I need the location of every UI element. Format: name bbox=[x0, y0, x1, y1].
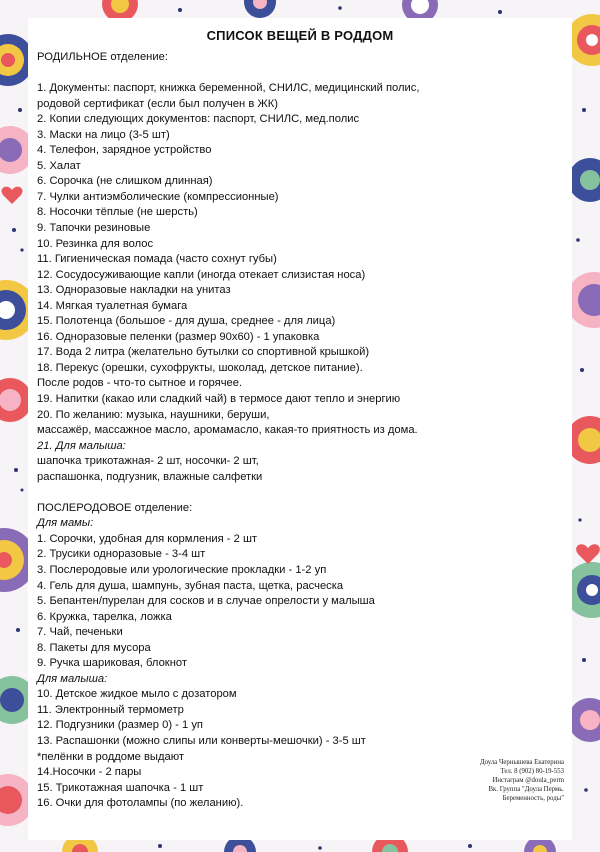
list-item: 11. Гигиеническая помада (часто сохнут губы) bbox=[37, 253, 277, 266]
contact-phone: Тел. 8 (902) 80-19-553 bbox=[500, 768, 564, 775]
list-item: 16. Одноразовые пеленки (размер 90х60) - 1 упаковка bbox=[37, 330, 320, 343]
page-title: СПИСОК ВЕЩЕЙ В РОДДОМ bbox=[206, 28, 394, 43]
section-heading-maternity: РОДИЛЬНОЕ отделение: bbox=[37, 51, 168, 63]
list-item: 2. Трусики одноразовые - 3-4 шт bbox=[37, 548, 206, 561]
list-item: 7. Чай, печеньки bbox=[37, 626, 123, 639]
list-item: 18. Перекус (орешки, сухофрукты, шоколад, детское питание). bbox=[37, 361, 363, 374]
list-item: 15. Полотенца (большое - для душа, среднее - для лица) bbox=[37, 315, 336, 328]
contact-name: Доула Чернышева Екатерина bbox=[480, 759, 564, 766]
list-item: родовой сертификат (если был получен в ЖК) bbox=[37, 97, 278, 110]
list-item: 19. Напитки (какао или сладкий чай) в термосе дают тепло и энергию bbox=[37, 392, 401, 405]
flower-decoration bbox=[244, 0, 276, 18]
list-item: 14. Мягкая туалетная бумага bbox=[37, 299, 188, 312]
list-item: 7. Чулки антиэмболические (компрессионные) bbox=[37, 190, 279, 203]
list-item: 14.Носочки - 2 пары bbox=[37, 766, 142, 779]
list-item: распашонка, подгузник, влажные салфетки bbox=[37, 470, 263, 483]
list-item: 2. Копии следующих документов: паспорт, СНИЛС, мед.полис bbox=[37, 113, 360, 126]
contact-instagram: Инстаграм @doula_perm bbox=[492, 777, 564, 784]
contact-info bbox=[480, 758, 564, 803]
list-item: 16. Очки для фотолампы (по желанию). bbox=[37, 797, 244, 810]
subheading-baby-maternity: 21. Для малыша: bbox=[37, 439, 126, 452]
list-item: 9. Ручка шариковая, блокнот bbox=[37, 657, 187, 670]
heart-decoration bbox=[2, 187, 23, 204]
list-item: *пелёнки в роддоме выдают bbox=[37, 750, 184, 763]
list-item: 4. Телефон, зарядное устройство bbox=[37, 144, 212, 157]
list-item: 6. Сорочка (не слишком длинная) bbox=[37, 175, 213, 188]
subheading-mom: Для мамы: bbox=[37, 517, 94, 530]
list-item: 9. Тапочки резиновые bbox=[37, 221, 151, 234]
list-item: 5. Халат bbox=[37, 159, 81, 172]
section-heading-postpartum: ПОСЛЕРОДОВОЕ отделение: bbox=[37, 501, 193, 514]
list-item: 12. Сосудосуживающие капли (иногда отекает слизистая носа) bbox=[37, 268, 366, 281]
list-item: 11. Электронный термометр bbox=[37, 703, 184, 716]
list-item: 6. Кружка, тарелка, ложка bbox=[37, 610, 172, 623]
list-item: После родов - что-то сытное и горячее. bbox=[37, 377, 243, 390]
list-item: 1. Документы: паспорт, книжка беременной, СНИЛС, медицинский полис, bbox=[37, 82, 420, 95]
list-item: 3. Послеродовые или урологические прокладки - 1-2 уп bbox=[37, 563, 327, 576]
flower-decoration bbox=[568, 698, 600, 742]
list-item: массажёр, массажное масло, аромамасло, какая-то приятность из дома. bbox=[37, 424, 418, 437]
list-item: 1. Сорочки, удобная для кормления - 2 шт bbox=[37, 532, 258, 545]
document-page bbox=[28, 18, 572, 840]
list-item: 8. Пакеты для мусора bbox=[37, 641, 151, 654]
list-item: 17. Вода 2 литра (желательно бутылки со спортивной крышкой) bbox=[37, 346, 370, 359]
list-item: 3. Маски на лицо (3-5 шт) bbox=[37, 128, 170, 141]
contact-vk-group-cont: Беременность, роды" bbox=[502, 795, 564, 802]
list-item: 5. Бепантен/пурелан для сосков и в случае опрелости у малыша bbox=[37, 595, 375, 608]
subheading-baby-postpartum: Для малыша: bbox=[37, 672, 108, 685]
list-item: 12. Подгузники (размер 0) - 1 уп bbox=[37, 719, 203, 732]
list-item: 10. Детское жидкое мыло с дозатором bbox=[37, 688, 237, 701]
flower-decoration bbox=[568, 158, 600, 202]
list-item: 13. Одноразовые накладки на унитаз bbox=[37, 284, 231, 297]
list-item: 8. Носочки тёплые (не шерсть) bbox=[37, 206, 198, 219]
list-item: 10. Резинка для волос bbox=[37, 237, 154, 250]
heart-decoration bbox=[576, 544, 600, 564]
document-body bbox=[37, 50, 567, 812]
list-item: 13. Распашонки (можно слипы или конверты-мешочки) - 3-5 шт bbox=[37, 734, 366, 747]
list-item: 4. Гель для душа, шампунь, зубная паста, щетка, расческа bbox=[37, 579, 344, 592]
list-item: 20. По желанию: музыка, наушники, беруши, bbox=[37, 408, 270, 421]
contact-vk-group: Вк. Группа "Доула Пермь. bbox=[488, 786, 564, 793]
list-item: шапочка трикотажная- 2 шт, носочки- 2 шт, bbox=[37, 455, 259, 468]
list-item: 15. Трикотажная шапочка - 1 шт bbox=[37, 781, 204, 794]
